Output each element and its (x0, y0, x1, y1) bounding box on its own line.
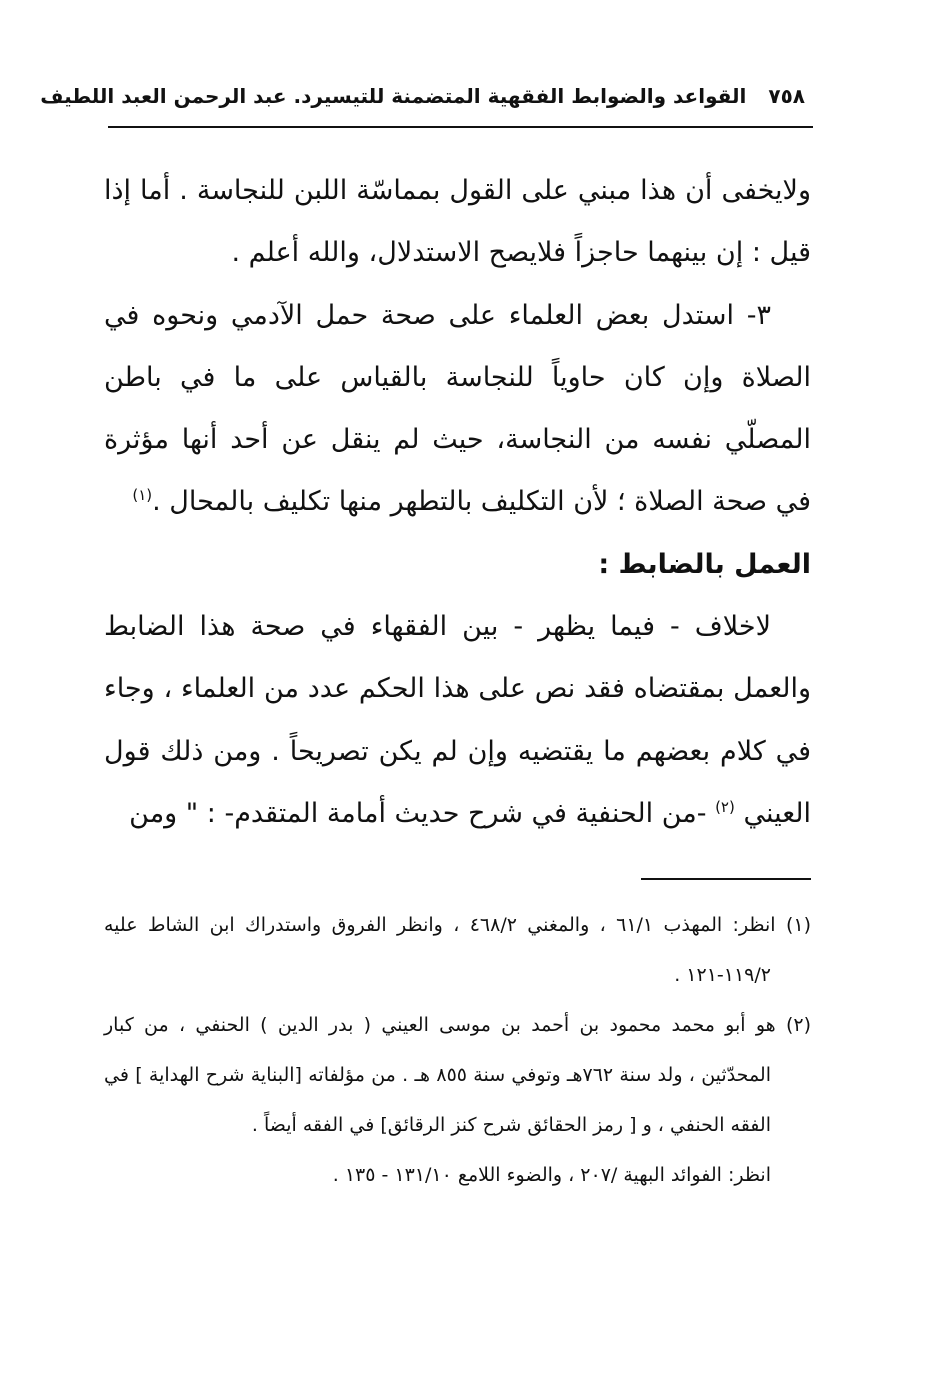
section-heading: العمل بالضابط : (598, 548, 811, 580)
footnote-divider (641, 878, 811, 880)
paragraph-1 (104, 160, 811, 285)
footnote-ref-2[interactable]: (٢) (715, 797, 735, 816)
footnote-ref-1[interactable]: (١) (132, 486, 153, 505)
header-book-title (311, 84, 746, 108)
paragraph-2 (104, 285, 811, 534)
footnote-2: (٢) هو أبو محمد محمود بن أحمد بن موسى العيني ( بدر الدين ) الحنفي ، من كبار المحدّثين ، ولد سنة ٧٦٢هـ وتوفي سنة ٨٥٥ هـ . من مؤلفاته [البناية شرح الهداية ] في الفقه الحنفي ، و [ رمز الحقائق شرح كنز الرقائق] في الفقه أيضاً . (104, 1014, 811, 1136)
page-header (40, 78, 805, 114)
header-author: د. عبد الرحمن العبد اللطيف (40, 84, 312, 108)
paragraph-2-text: ٣- استدل بعض العلماء على صحة حمل الآدمي ونحوه في الصلاة وإن كان حاوياً للنجاسة بالقياس على ما في باطن المصلّي نفسه من النجاسة، حيث لم ينقل عن أحد أنها مؤثرة في صحة الصلاة ؛ لأن التكليف بالتطهر منها تكليف بالمحال . (104, 299, 811, 518)
footnote-2-source: انظر: الفوائد البهية /٢٠٧ ، والضوء اللامع ١٣١/١٠ - ١٣٥ . (332, 1164, 771, 1186)
header-divider (108, 126, 813, 128)
paragraph-1-text: ولايخفى أن هذا مبني على القول بمماسّة اللبن للنجاسة . أما إذا قيل : إن بينهما حاجزاً فلايصح الاستدلال، والله أعلم . (104, 175, 811, 269)
paragraph-3-text-a: لاخلاف - فيما يظهر - بين الفقهاء في صحة هذا الضابط والعمل بمقتضاه فقد نص على هذا الحكم عدد من العلماء ، وجاء في كلام بعضهم ما يقتضيه وإن لم يكن تصريحاً . ومن ذلك قول العيني (104, 611, 811, 829)
footnote-1: (١) انظر: المهذب ٦١/١ ، والمغني ٤٦٨/٢ ، وانظر الفروق واستدراك ابن الشاط عليه ١١٩/٢-١٢١ . (104, 914, 811, 986)
main-text (104, 160, 811, 845)
paragraph-3-text-b: -من الحنفية في شرح حديث أمامة المتقدم- : " ومن (129, 797, 707, 829)
page-number: ٧٥٨ (768, 84, 805, 108)
book-title: القواعد والضوابط الفقهية المتضمنة للتيسير (311, 84, 747, 108)
footnotes (104, 900, 811, 1200)
paragraph-3 (104, 596, 811, 845)
